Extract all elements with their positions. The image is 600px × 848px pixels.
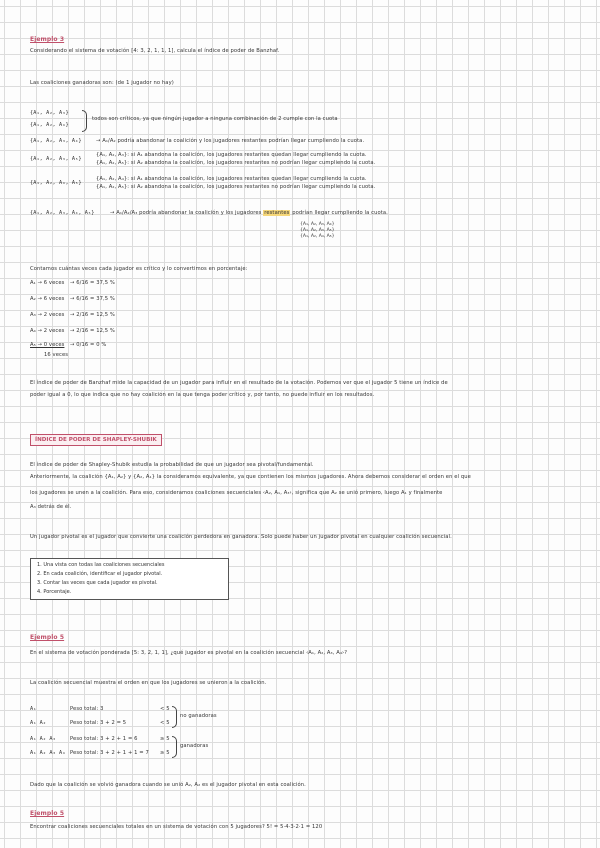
ex2-title: Ejemplo 5: [30, 634, 65, 641]
ssi-p2: Anteriormente, la coalición {A₁, A₂} y {A₂, A₁} la consideramos equivalente, ya que contienen los mismos jugadores. Ahora debemos considerar el orden en el que: [30, 474, 471, 480]
count-label: A₃ → 2 veces: [30, 312, 65, 318]
ssi-step: 1. Una vista con todas las coaliciones secuenciales: [37, 562, 165, 568]
ex2-row: [30, 706, 170, 713]
ex2-row: [30, 736, 170, 743]
ex1-intro: Considerando el sistema de votación [4: 3, 2, 1, 1, 1], calcula el índice de poder de Banzhaf.: [30, 48, 280, 54]
ex1-row5-sub1: {A₁, A₂, A₃, A₄}: [300, 222, 335, 227]
ex1-group1-note: todos son críticos, ya que ningún jugador a ninguna combinación de 2 cumple con la cuota: [92, 116, 338, 122]
ex3-intro: Encontrar coaliciones secuenciales totales en un sistema de votación con 5 jugadores? 5! = 5·4·3·2·1 = 120: [30, 824, 323, 830]
count-label: A₂ → 6 veces: [30, 296, 65, 302]
ssi-step: 3. Contar las veces que cada jugador es pivotal.: [37, 580, 158, 586]
ex1-row5-text-post: podrían llegar cumpliendo la cuota.: [292, 210, 388, 216]
count-row: [30, 312, 115, 319]
ex1-row2-set: {A₁, A₂, A₃, A₄}: [30, 138, 82, 144]
ssi-step: 4. Porcentaje.: [37, 589, 72, 595]
count-value: → 2/16 = 12,5 %: [70, 312, 115, 318]
ex1-row4-b: {A₁, A₂, A₅}: si A₂ abandona la coalición, los jugadores restantes no podrían llegar cumpliendo la cuota.: [96, 184, 376, 190]
ex2-row-set: A₁ A₂ A₃: [30, 736, 56, 742]
brace: [172, 706, 177, 728]
ex2-row-desc: Peso total: 3: [70, 706, 104, 712]
ex2-p1: La coalición secuencial muestra el orden en que los jugadores se unieron a la coalición.: [30, 680, 267, 686]
ex1-row2-text: → A₁/A₂ podría abandonar la coalición y los jugadores restantes podrían llegar cumpliendo la cuota.: [96, 138, 365, 144]
ex2-row-set: A₁ A₂: [30, 720, 47, 726]
ex2-row: [30, 720, 170, 727]
ssi-p5: Un jugador pivotal es el jugador que convierte una coalición perdedora en ganadora. Solo puede haber un jugador pivotal en cualquier coalición secuencial.: [30, 534, 452, 540]
ssi-p3: los jugadores se unen a la coalición. Para eso, consideramos coaliciones secuenciales ‹A₂, A₁, A₃›, significa que A₂ se unió primero, luego A₁ y finalmente: [30, 490, 443, 496]
ex1-conclusion-2: poder igual a 0, lo que indica que no hay coalición en la que tenga poder crítico y, por tanto, no puede influir en los resultados.: [30, 392, 375, 398]
ex2-row-cmp: < 5: [160, 706, 170, 712]
ssi-steps-box: [30, 558, 229, 600]
count-value: → 6/16 = 37,5 %: [70, 296, 115, 302]
ex1-total: 16 veces: [44, 352, 69, 358]
ex1-coalitions-intro: Las coaliciones ganadoras son: (de 1 jugador no hay): [30, 80, 174, 86]
ssi-title: ÍNDICE DE PODER DE SHAPLEY-SHUBIK: [30, 434, 162, 446]
ex1-row3-b: {A₁, A₂, A₅}: si A₂ abandona la coalición, los jugadores restantes no podrían llegar cumpliendo la cuota.: [96, 160, 376, 166]
count-label: A₅ → 0 veces: [30, 342, 65, 348]
ex2-row-desc: Peso total: 3 + 2 + 1 = 6: [70, 736, 138, 742]
ex1-group1-b: {A₁, A₂, A₄}: [30, 122, 69, 128]
ex2-row: [30, 750, 170, 757]
ex1-row3-set: {A₁, A₂, A₃, A₅}: [30, 156, 82, 162]
brace: [82, 110, 87, 132]
ex1-row5-text-pre: → A₁/A₂/A₃ podría abandonar la coalición y los jugadores: [110, 210, 262, 216]
ex1-group1-a: {A₁, A₂, A₃}: [30, 110, 69, 116]
ex1-conclusion-1: El índice de poder de Banzhaf mide la capacidad de un jugador para influir en el resultado de la votación. Podemos ver que el jugador 5 tiene un índice de: [30, 380, 448, 386]
ex1-row5-text: [110, 210, 388, 217]
brace: [172, 736, 177, 758]
ex2-row-cmp: < 5: [160, 720, 170, 726]
ex2-conclusion: Dado que la coalición se volvió ganadora cuando se unió A₂, A₂ es el jugador pivotal en esta coalición.: [30, 782, 306, 788]
count-label: A₁ → 6 veces: [30, 280, 65, 286]
ex3-title: Ejemplo 5: [30, 810, 65, 817]
ex2-row-desc: Peso total: 3 + 2 = 5: [70, 720, 127, 726]
ssi-p1: El índice de poder de Shapley-Shubik estudia la probabilidad de que un jugador sea pivotal/fundamental.: [30, 462, 314, 468]
count-label: A₄ → 2 veces: [30, 328, 65, 334]
ex2-row-cmp: ≥ 5: [160, 736, 170, 742]
count-value: → 2/16 = 12,5 %: [70, 328, 115, 334]
count-row: [30, 328, 115, 335]
ex1-row5-sub2: {A₁, A₂, A₃, A₅}: [300, 228, 335, 233]
ex1-row5-highlight: restantes: [264, 210, 290, 216]
count-value: → 0/16 = 0 %: [70, 342, 107, 348]
ex2-row-set: A₁ A₂ A₃ A₄: [30, 750, 66, 756]
count-row: [30, 280, 115, 287]
ex2-brace1-label: no ganadoras: [180, 713, 217, 719]
count-row: [30, 296, 115, 303]
ssi-step: 2. En cada coalición, identificar el jugador pivotal.: [37, 571, 163, 577]
ex2-intro: En el sistema de votación ponderada [5: 3, 2, 1, 1], ¿qué jugador es pivotal en la coalición secuencial ‹A₁, A₂, A₃, A₄›?: [30, 650, 348, 656]
ex2-row-cmp: ≥ 5: [160, 750, 170, 756]
ssi-p4: A₃ detrás de él.: [30, 504, 72, 510]
ex2-row-set: A₁: [30, 706, 37, 712]
ex2-row-desc: Peso total: 3 + 2 + 1 + 1 = 7: [70, 750, 149, 756]
ex1-row4-a: {A₁, A₂, A₄}: si A₁ abandona la coalición, los jugadores restantes quedan llegar cumpliendo la cuota.: [96, 176, 367, 182]
ex1-title: Ejemplo 3: [30, 36, 65, 43]
ex2-brace2-label: ganadoras: [180, 743, 209, 749]
count-value: → 6/16 = 37,5 %: [70, 280, 115, 286]
ex1-row5-sub3: {A₁, A₂, A₄, A₅}: [300, 234, 335, 239]
ex1-row3-a: {A₁, A₂, A₃}: si A₁ abandona la coalición, los jugadores restantes quedan llegar cumpliendo la cuota.: [96, 152, 367, 158]
ex1-row4-set: {A₁, A₂, A₄, A₅}: [30, 180, 82, 186]
count-row: [30, 342, 107, 349]
ex1-row5-sublist: [300, 222, 335, 240]
ex1-row5-set: {A₁, A₂, A₃, A₄, A₅}: [30, 210, 95, 216]
ex1-count-intro: Contamos cuántas veces cada jugador es crítico y lo convertimos en porcentaje:: [30, 266, 248, 272]
